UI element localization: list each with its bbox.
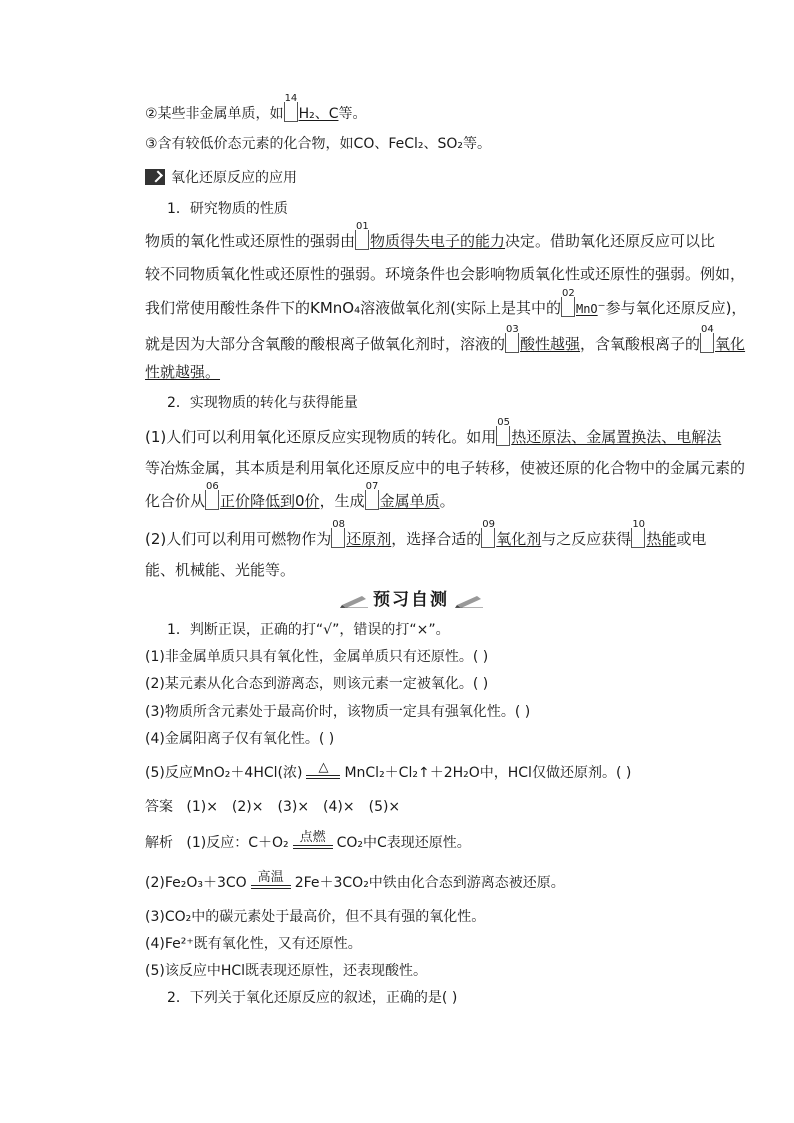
analysis-line: 解析 (1)反应：C＋O₂ 点燃 CO₂中C表现还原性。 (145, 830, 471, 851)
answer-box: 14 (284, 102, 298, 122)
section-header-title: 氧化还原反应的应用 (171, 170, 297, 186)
text-line: 性就越强。 (145, 363, 221, 381)
question-item: (2)某元素从化合态到游离态，则该元素一定被氧化。( ) (145, 676, 489, 692)
section-title: 预习自测 (373, 590, 449, 610)
answer-text: 热能 (646, 530, 677, 548)
answer-line (145, 797, 400, 817)
question-title: 1．判断正误，正确的打“√”，错误的打“×”。 (167, 622, 450, 638)
answer-box: 03 (505, 333, 519, 353)
analysis-line: (3)CO₂中的碳元素处于最高价，但不具有强的氧化性。 (145, 909, 486, 925)
text-line (145, 93, 367, 124)
edit-icon (145, 169, 165, 185)
text-line: 就是因为大部分含氧酸的酸根离子做氧化剂时，溶液的 03 酸性越强，含氧酸根离子的 04 氧化 (145, 324, 746, 353)
pencil-icon (455, 592, 483, 608)
answer-box: 01 (355, 230, 369, 250)
text-line: 化合价从 06 正价降低到0价，生成 07 金属单质。 (145, 481, 455, 510)
answer-box: 09 (481, 528, 495, 548)
answer-text: 酸性越强 (520, 335, 581, 353)
answer-box: 04 (700, 333, 714, 353)
reaction-condition: 高温 (247, 883, 295, 889)
answer-text: MnO (575, 302, 598, 316)
answer-box: 06 (205, 490, 219, 510)
question-title: 2．下列关于氧化还原反应的叙述，正确的是( ) (167, 990, 458, 1006)
answer-label: 答案 (145, 799, 173, 815)
answer-text: 正价降低到0价 (220, 492, 320, 510)
answer-text: (1)× (2)× (3)× (4)× (5)× (186, 799, 401, 815)
text-line: (2)人们可以利用可燃物作为 08 还原剂，选择合适的 09 氧化剂与之反应获得 10 热能或电 (145, 519, 707, 548)
answer-text: 金属单质 (379, 492, 440, 510)
text-line: 物质的氧化性或还原性的强弱由 01 物质得失电子的能力决定。借助氧化还原反应可以比 (145, 221, 716, 250)
text: 等。 (338, 106, 367, 122)
answer-text: 热还原法、金属置换法、电解法 (511, 428, 722, 446)
subsection-title: 2．实现物质的转化与获得能量 (167, 395, 358, 411)
text: ②某些非金属单质，如 (145, 106, 284, 122)
reaction-condition: 点燃 (289, 843, 337, 849)
text-line: 等冶炼金属，其本质是利用氧化还原反应中的电子转移，使被还原的化合物中的金属元素的 (145, 459, 746, 477)
question-item: (5)反应MnO₂＋4HCl(浓) △ MnCl₂＋Cl₂↑＋2H₂O中，HCl仅做还原剂。( ) (145, 760, 632, 781)
answer-text: 氧化剂 (496, 530, 542, 548)
answer-text: 氧化 (715, 335, 746, 353)
text-line: (1)人们可以利用氧化还原反应实现物质的转化。如用 05 热还原法、金属置换法、电解法 (145, 417, 722, 446)
answer-text: 还原剂 (346, 530, 392, 548)
subsection-title: 1．研究物质的性质 (167, 201, 288, 217)
analysis-line: (2)Fe₂O₃＋3CO 高温 2Fe＋3CO₂中铁由化合态到游离态被还原。 (145, 870, 565, 891)
question-item: (3)物质所含元素处于最高价时，该物质一定具有强氧化性。( ) (145, 704, 531, 720)
analysis-line: (5)该反应中HCl既表现还原性，还表现酸性。 (145, 963, 428, 979)
answer-box: 05 (496, 426, 510, 446)
text-line: 我们常使用酸性条件下的KMnO₄溶液做氧化剂(实际上是其中的 02 MnO⁻参与氧化还原反应)， (145, 288, 747, 317)
answer-box: 07 (365, 490, 379, 510)
analysis-line: (4)Fe²⁺既有氧化性，又有还原性。 (145, 936, 362, 952)
question-item: (1)非金属单质只具有氧化性，金属单质只有还原性。( ) (145, 649, 489, 665)
reaction-condition: △ (302, 773, 344, 779)
answer-text: H₂、C (298, 106, 339, 122)
text-line: ③含有较低价态元素的化合物，如CO、FeCl₂、SO₂等。 (145, 136, 492, 152)
answer-box: 08 (331, 528, 345, 548)
answer-box: 02 (561, 297, 575, 317)
text-line: 较不同物质氧化性或还原性的强弱。环境条件也会影响物质氧化性或还原性的强弱。例如， (145, 265, 746, 283)
question-item: (4)金属阳离子仅有氧化性。( ) (145, 731, 335, 747)
answer-box: 10 (631, 528, 645, 548)
analysis-label: 解析 (145, 835, 173, 851)
answer-text: 物质得失电子的能力 (370, 232, 506, 250)
text-line: 能、机械能、光能等。 (145, 561, 296, 579)
section-header (145, 168, 297, 188)
